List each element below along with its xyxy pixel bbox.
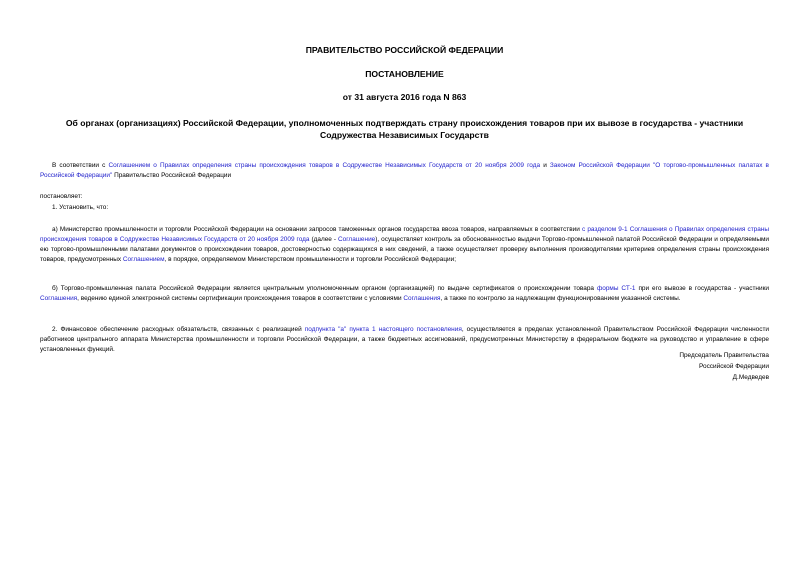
item-a-text-3: ), осуществляет контроль за обоснованностью выдачи Торгово-промышленной палатой Российской Федерации и определяемыми ею торгово-промышленными палатами документов о происхождении товаров, достоверностью содержащихся в них сведений, а также осуществляет проверку выполнения производителями критериев определения страны происхождения товаров, предусмотренных xyxy=(40,236,769,263)
item-b-text-2: при его вывозе в государства - участники xyxy=(635,285,769,292)
item-b-paragraph xyxy=(40,284,769,304)
signature-block xyxy=(569,350,769,383)
item-b-text-1: б) Торгово-промышленная палата Российской Федерации является центральным уполномоченным органом (организацией) по выдаче сертификатов о происхождении товара xyxy=(52,285,597,292)
item-b-text-4: , а также по контролю за надлежащим функционированием указанной системы. xyxy=(440,295,681,302)
agreement-link-b1[interactable]: Соглашения xyxy=(40,295,78,302)
item-1-heading: 1. Установить, что: xyxy=(52,204,109,211)
chamber-law-link[interactable]: Законом Российской Федерации "О торгово-промышленных палатах в Российской Федерации" xyxy=(40,162,769,179)
agreement-link-b2[interactable]: Соглашения xyxy=(403,295,441,302)
document-type-heading: ПОСТАНОВЛЕНИЕ xyxy=(365,69,444,79)
intro-paragraph xyxy=(40,161,769,181)
intro-text-1: В соответствии с xyxy=(52,162,109,169)
intro-text-3: Правительство Российской Федерации xyxy=(112,172,232,179)
document-title: Об органах (организациях) Российской Федерации, уполномоченных подтверждать страну происхождения товаров при их вывозе в государства - участники Содружества Независимых Государств xyxy=(65,118,744,140)
signature-position-line-2: Российской Федерации xyxy=(698,363,769,370)
item-2-text-2: , осуществляется в пределах установленной Правительством Российской Федерации численности работников центрального аппарата Министерства промышленности и торговли Российской Федерации, а также бюджетных ассигнований, предусмотренных Министерству в федеральном бюджете на руководство и управление в сфере установленных функций. xyxy=(40,326,769,353)
signature-position-line-1: Председатель Правительства xyxy=(679,352,769,359)
decree-word: постановляет: xyxy=(40,193,83,200)
item-a-text-4: , в порядке, определяемом Министерством промышленности и торговли Российской Федерации; xyxy=(164,256,457,263)
item-a-text-2: (далее - xyxy=(309,236,338,243)
item-2-text-1: 2. Финансовое обеспечение расходных обязательств, связанных с реализацией xyxy=(52,326,305,333)
item-a-text-1: а) Министерство промышленности и торговли Российской Федерации на основании запросов таможенных органов государства ввоза товаров, направляемых в соответствии xyxy=(52,226,582,233)
government-heading: ПРАВИТЕЛЬСТВО РОССИЙСКОЙ ФЕДЕРАЦИИ xyxy=(305,45,504,55)
signature-name: Д.Медведев xyxy=(732,374,769,381)
intro-text-2: и xyxy=(540,162,550,169)
agreement-link[interactable]: Соглашением о Правилах определения страны происхождения товаров в Содружестве Независимых Государств от 20 ноября 2009 года xyxy=(108,162,541,169)
item-b-text-3: , ведению единой электронной системы сертификации происхождения товаров в соответствии с условиями xyxy=(77,295,404,302)
form-st1-link[interactable]: формы СТ-1 xyxy=(596,285,636,292)
agreement-ref-link[interactable]: Соглашением xyxy=(122,256,165,263)
item-a-paragraph xyxy=(40,225,769,265)
subparagraph-a-link[interactable]: подпункта "а" пункта 1 настоящего постановления xyxy=(304,326,462,333)
section-9-1-link[interactable]: с разделом 9-1 Соглашения о Правилах определения страны происхождения товаров в Содружестве Независимых Государств от 20 ноября 2009 года xyxy=(40,226,769,243)
date-number-heading: от 31 августа 2016 года N 863 xyxy=(342,92,467,102)
agreement-short-link[interactable]: Соглашение xyxy=(338,236,376,243)
